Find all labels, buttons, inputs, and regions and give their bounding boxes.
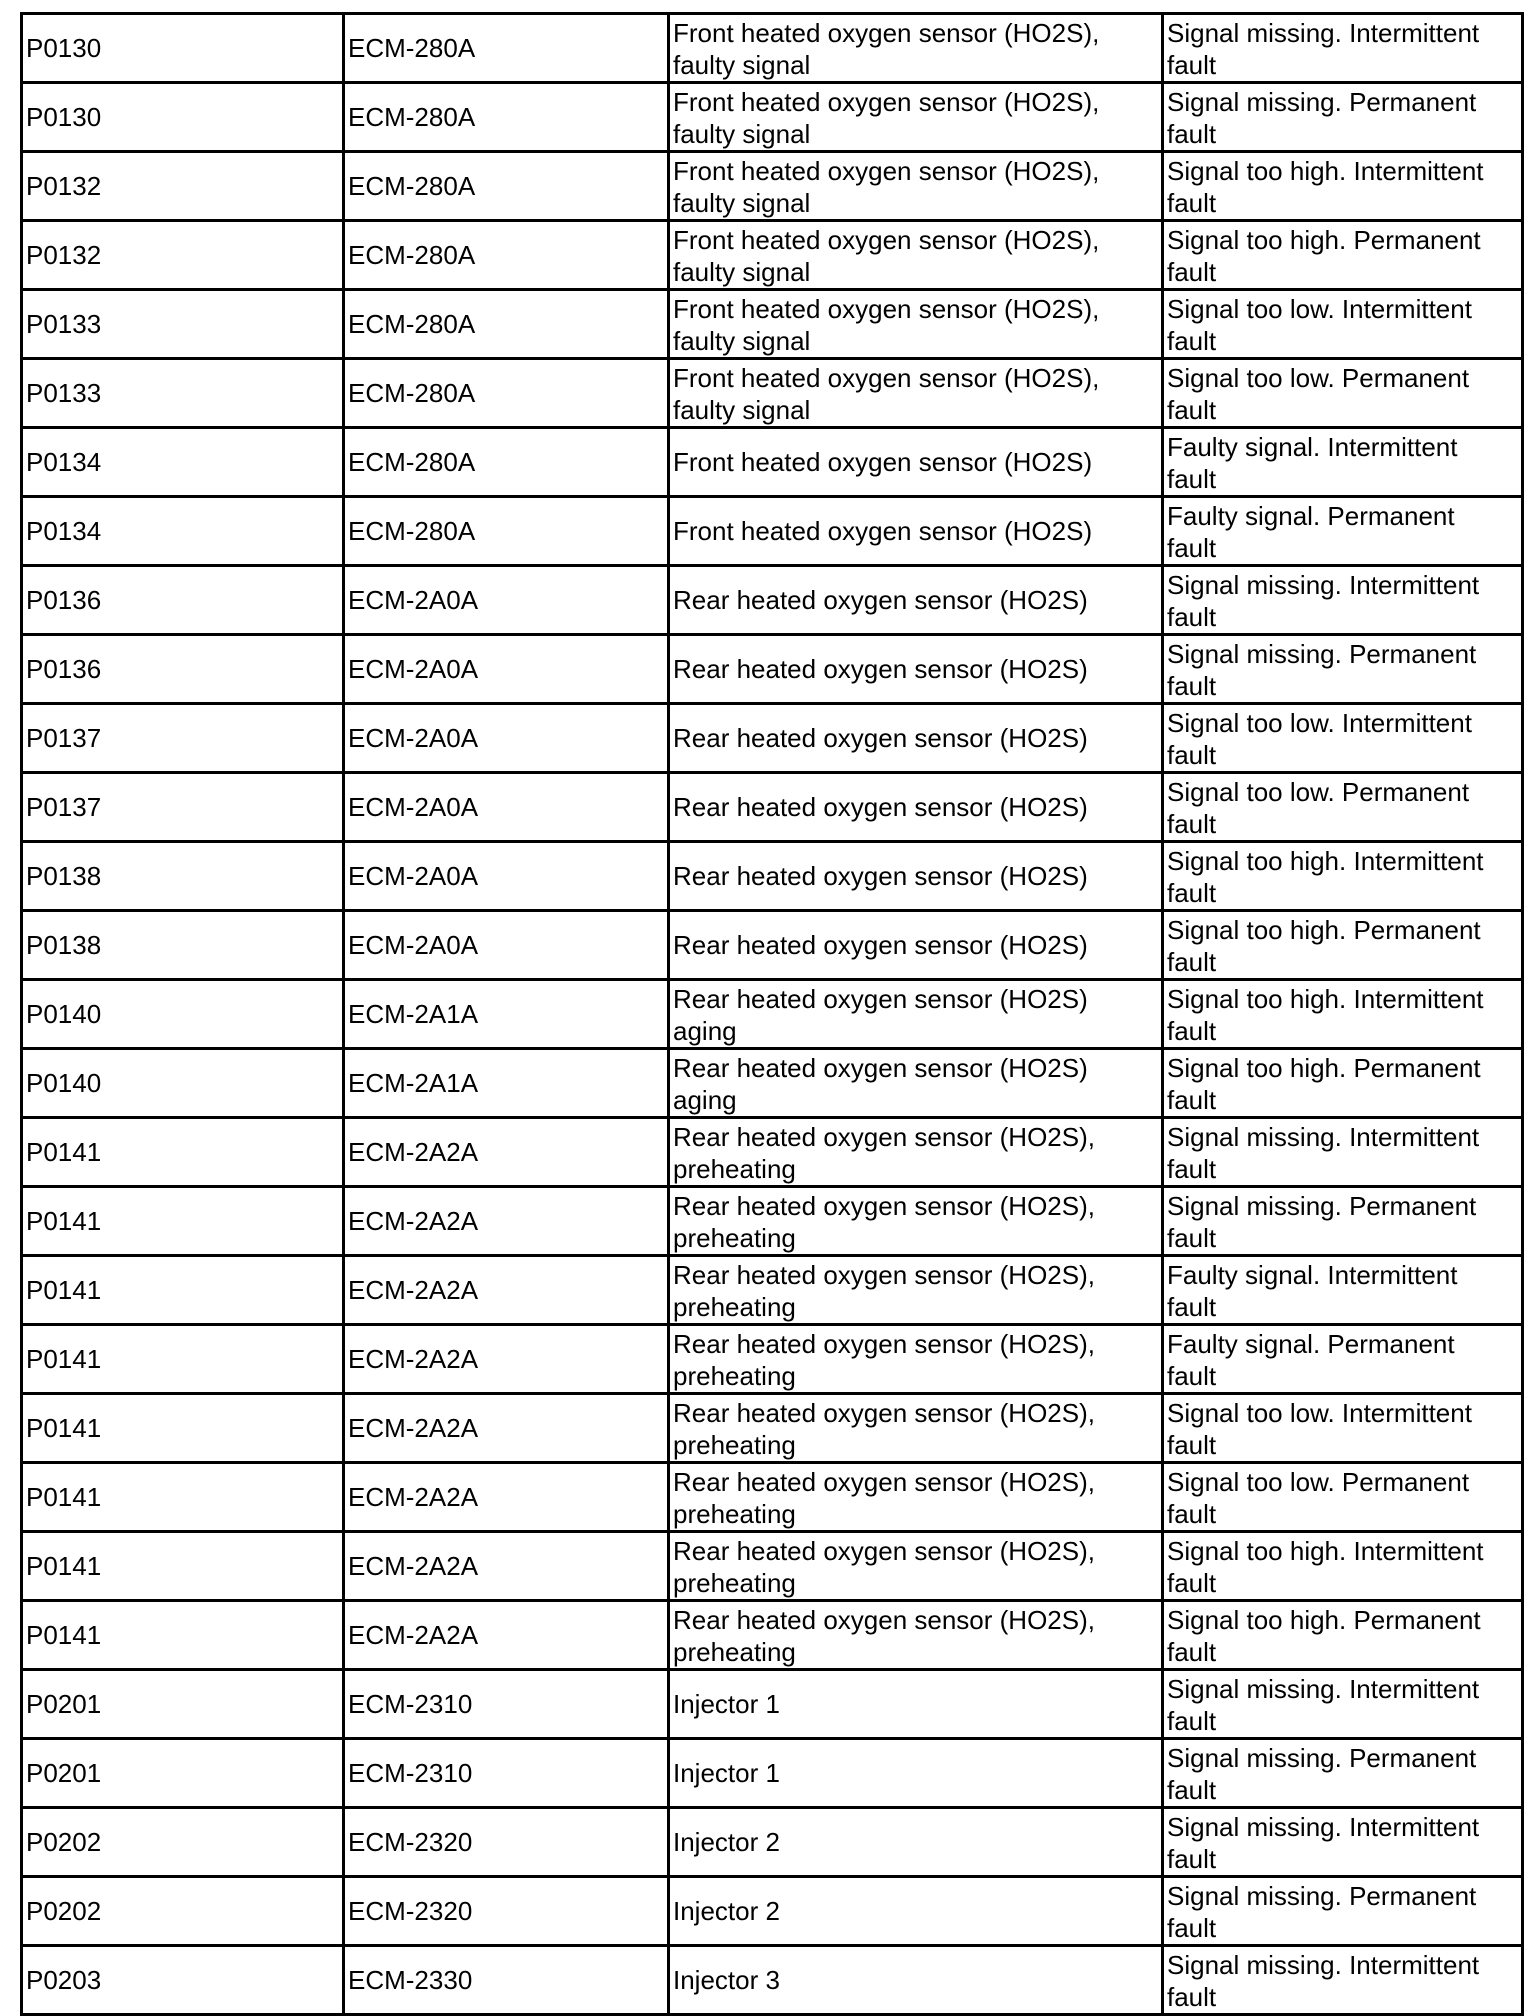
table-row (22, 290, 1523, 359)
table-row (22, 635, 1523, 704)
fault-code-cell: P0141 (22, 1118, 344, 1187)
component-description-cell (669, 1877, 1163, 1946)
component-description-cell (669, 566, 1163, 635)
description-line: faulty signal (673, 395, 811, 425)
fault-status-cell (1163, 1256, 1523, 1325)
description-line: Rear heated oxygen sensor (HO2S), (673, 1260, 1095, 1290)
fault-status-cell (1163, 428, 1523, 497)
status-line: fault (1167, 1499, 1217, 1529)
ecm-code-cell: ECM-2A2A (344, 1325, 669, 1394)
status-line: fault (1167, 1016, 1217, 1046)
table-row (22, 14, 1523, 83)
fault-status-cell (1163, 359, 1523, 428)
fault-code-cell: P0138 (22, 911, 344, 980)
fault-status-cell (1163, 221, 1523, 290)
fault-code-cell: P0141 (22, 1601, 344, 1670)
status-line: Signal too low. Permanent (1167, 363, 1470, 393)
description-line: Rear heated oxygen sensor (HO2S), (673, 1122, 1095, 1152)
fault-status-cell (1163, 1118, 1523, 1187)
status-line: Signal too high. Permanent (1167, 1053, 1481, 1083)
ecm-code-cell: ECM-2330 (344, 1946, 669, 2015)
ecm-code-cell: ECM-2A1A (344, 1049, 669, 1118)
fault-code-cell: P0130 (22, 14, 344, 83)
fault-code-cell: P0141 (22, 1256, 344, 1325)
table-row (22, 1532, 1523, 1601)
description-line: Rear heated oxygen sensor (HO2S), (673, 1467, 1095, 1497)
table-row (22, 359, 1523, 428)
status-line: Signal missing. Permanent (1167, 1881, 1477, 1911)
table-row (22, 1118, 1523, 1187)
status-line: Signal too high. Intermittent (1167, 846, 1484, 876)
status-line: fault (1167, 464, 1217, 494)
description-line: Front heated oxygen sensor (HO2S), (673, 294, 1100, 324)
fault-code-cell: P0136 (22, 635, 344, 704)
description-line: Injector 2 (673, 1827, 780, 1857)
component-description-cell (669, 1325, 1163, 1394)
fault-code-cell: P0141 (22, 1187, 344, 1256)
ecm-code-cell: ECM-280A (344, 152, 669, 221)
status-line: fault (1167, 1982, 1217, 2012)
ecm-code-cell: ECM-2A0A (344, 704, 669, 773)
fault-status-cell (1163, 1877, 1523, 1946)
status-line: fault (1167, 1913, 1217, 1943)
status-line: fault (1167, 119, 1217, 149)
fault-code-cell: P0201 (22, 1739, 344, 1808)
description-line: Rear heated oxygen sensor (HO2S) (673, 654, 1088, 684)
fault-code-cell: P0201 (22, 1670, 344, 1739)
fault-code-cell: P0141 (22, 1394, 344, 1463)
status-line: fault (1167, 809, 1217, 839)
status-line: fault (1167, 326, 1217, 356)
status-line: fault (1167, 50, 1217, 80)
fault-code-cell: P0134 (22, 428, 344, 497)
fault-code-cell: P0138 (22, 842, 344, 911)
component-description-cell (669, 152, 1163, 221)
status-line: Signal too low. Intermittent (1167, 1398, 1472, 1428)
fault-status-cell (1163, 773, 1523, 842)
ecm-code-cell: ECM-280A (344, 221, 669, 290)
status-line: Signal missing. Permanent (1167, 1743, 1477, 1773)
description-line: Front heated oxygen sensor (HO2S) (673, 516, 1093, 546)
fault-status-cell (1163, 1532, 1523, 1601)
fault-status-cell (1163, 842, 1523, 911)
table-row (22, 1601, 1523, 1670)
table-row (22, 152, 1523, 221)
description-line: Rear heated oxygen sensor (HO2S), (673, 1398, 1095, 1428)
fault-status-cell (1163, 566, 1523, 635)
description-line: preheating (673, 1361, 796, 1391)
description-line: Injector 3 (673, 1965, 780, 1995)
ecm-code-cell: ECM-2A2A (344, 1187, 669, 1256)
fault-code-cell: P0133 (22, 359, 344, 428)
ecm-code-cell: ECM-280A (344, 14, 669, 83)
fault-code-cell: P0132 (22, 152, 344, 221)
table-row (22, 1256, 1523, 1325)
status-line: Signal missing. Permanent (1167, 1191, 1477, 1221)
table-row (22, 842, 1523, 911)
component-description-cell (669, 1256, 1163, 1325)
description-line: faulty signal (673, 188, 811, 218)
description-line: aging (673, 1085, 737, 1115)
fault-code-cell: P0137 (22, 773, 344, 842)
status-line: fault (1167, 1637, 1217, 1667)
fault-code-cell: P0141 (22, 1325, 344, 1394)
description-line: Injector 1 (673, 1758, 780, 1788)
table-row (22, 1877, 1523, 1946)
component-description-cell (669, 1049, 1163, 1118)
fault-code-table-body (22, 14, 1523, 2015)
description-line: Front heated oxygen sensor (HO2S), (673, 156, 1100, 186)
ecm-code-cell: ECM-2320 (344, 1808, 669, 1877)
component-description-cell (669, 1394, 1163, 1463)
component-description-cell (669, 1670, 1163, 1739)
ecm-code-cell: ECM-2A0A (344, 635, 669, 704)
description-line: aging (673, 1016, 737, 1046)
status-line: fault (1167, 947, 1217, 977)
status-line: Signal too high. Permanent (1167, 1605, 1481, 1635)
fault-status-cell (1163, 152, 1523, 221)
status-line: Signal too low. Permanent (1167, 777, 1470, 807)
fault-status-cell (1163, 980, 1523, 1049)
ecm-code-cell: ECM-280A (344, 290, 669, 359)
table-row (22, 1463, 1523, 1532)
description-line: Front heated oxygen sensor (HO2S), (673, 18, 1100, 48)
status-line: Signal missing. Intermittent (1167, 18, 1480, 48)
description-line: Rear heated oxygen sensor (HO2S), (673, 1329, 1095, 1359)
status-line: fault (1167, 1430, 1217, 1460)
fault-status-cell (1163, 704, 1523, 773)
description-line: Rear heated oxygen sensor (HO2S) (673, 723, 1088, 753)
status-line: fault (1167, 1361, 1217, 1391)
table-row (22, 911, 1523, 980)
status-line: Signal missing. Intermittent (1167, 1122, 1480, 1152)
table-row (22, 1049, 1523, 1118)
description-line: Rear heated oxygen sensor (HO2S), (673, 1536, 1095, 1566)
ecm-code-cell: ECM-2A1A (344, 980, 669, 1049)
component-description-cell (669, 359, 1163, 428)
component-description-cell (669, 221, 1163, 290)
table-row (22, 1394, 1523, 1463)
fault-status-cell (1163, 1670, 1523, 1739)
fault-code-cell: P0137 (22, 704, 344, 773)
fault-code-cell: P0140 (22, 980, 344, 1049)
description-line: Rear heated oxygen sensor (HO2S) (673, 792, 1088, 822)
table-row (22, 566, 1523, 635)
description-line: Rear heated oxygen sensor (HO2S) (673, 1053, 1088, 1083)
ecm-code-cell: ECM-280A (344, 428, 669, 497)
component-description-cell (669, 842, 1163, 911)
status-line: Signal too low. Permanent (1167, 1467, 1470, 1497)
table-row (22, 1946, 1523, 2015)
description-line: preheating (673, 1292, 796, 1322)
ecm-code-cell: ECM-2A2A (344, 1118, 669, 1187)
status-line: Signal missing. Intermittent (1167, 570, 1480, 600)
description-line: Rear heated oxygen sensor (HO2S) (673, 861, 1088, 891)
status-line: fault (1167, 671, 1217, 701)
fault-status-cell (1163, 1946, 1523, 2015)
description-line: preheating (673, 1430, 796, 1460)
fault-code-cell: P0202 (22, 1877, 344, 1946)
component-description-cell (669, 428, 1163, 497)
fault-status-cell (1163, 290, 1523, 359)
table-row (22, 428, 1523, 497)
fault-code-cell: P0141 (22, 1532, 344, 1601)
status-line: fault (1167, 257, 1217, 287)
table-row (22, 980, 1523, 1049)
status-line: Signal too high. Intermittent (1167, 156, 1484, 186)
status-line: fault (1167, 1844, 1217, 1874)
description-line: Injector 1 (673, 1689, 780, 1719)
table-row (22, 1808, 1523, 1877)
description-line: Front heated oxygen sensor (HO2S), (673, 363, 1100, 393)
ecm-code-cell: ECM-2A0A (344, 773, 669, 842)
table-row (22, 1739, 1523, 1808)
ecm-code-cell: ECM-2A0A (344, 911, 669, 980)
status-line: Signal missing. Intermittent (1167, 1674, 1480, 1704)
fault-code-cell: P0141 (22, 1463, 344, 1532)
component-description-cell (669, 1118, 1163, 1187)
ecm-code-cell: ECM-280A (344, 359, 669, 428)
status-line: Faulty signal. Intermittent (1167, 1260, 1458, 1290)
table-row (22, 221, 1523, 290)
component-description-cell (669, 1463, 1163, 1532)
description-line: faulty signal (673, 326, 811, 356)
fault-code-cell: P0136 (22, 566, 344, 635)
component-description-cell (669, 1187, 1163, 1256)
table-row (22, 1187, 1523, 1256)
status-line: Signal missing. Permanent (1167, 639, 1477, 669)
ecm-code-cell: ECM-2A2A (344, 1601, 669, 1670)
fault-status-cell (1163, 1187, 1523, 1256)
ecm-code-cell: ECM-2A2A (344, 1463, 669, 1532)
description-line: Rear heated oxygen sensor (HO2S) (673, 984, 1088, 1014)
status-line: Signal missing. Intermittent (1167, 1950, 1480, 1980)
component-description-cell (669, 635, 1163, 704)
status-line: fault (1167, 1085, 1217, 1115)
table-row (22, 704, 1523, 773)
fault-status-cell (1163, 1049, 1523, 1118)
description-line: preheating (673, 1637, 796, 1667)
status-line: Signal too low. Intermittent (1167, 294, 1472, 324)
table-row (22, 773, 1523, 842)
fault-status-cell (1163, 1601, 1523, 1670)
ecm-code-cell: ECM-2A2A (344, 1394, 669, 1463)
fault-code-cell: P0130 (22, 83, 344, 152)
status-line: fault (1167, 395, 1217, 425)
table-row (22, 1670, 1523, 1739)
status-line: fault (1167, 878, 1217, 908)
ecm-code-cell: ECM-2310 (344, 1739, 669, 1808)
ecm-code-cell: ECM-2320 (344, 1877, 669, 1946)
fault-status-cell (1163, 83, 1523, 152)
status-line: Signal too high. Intermittent (1167, 984, 1484, 1014)
component-description-cell (669, 1946, 1163, 2015)
description-line: preheating (673, 1568, 796, 1598)
component-description-cell (669, 773, 1163, 842)
component-description-cell (669, 1601, 1163, 1670)
fault-status-cell (1163, 911, 1523, 980)
status-line: Signal too low. Intermittent (1167, 708, 1472, 738)
fault-code-cell: P0134 (22, 497, 344, 566)
status-line: Signal missing. Intermittent (1167, 1812, 1480, 1842)
status-line: fault (1167, 1775, 1217, 1805)
fault-code-cell: P0133 (22, 290, 344, 359)
status-line: Signal too high. Intermittent (1167, 1536, 1484, 1566)
status-line: fault (1167, 1706, 1217, 1736)
fault-code-table (20, 12, 1524, 2016)
status-line: fault (1167, 1154, 1217, 1184)
ecm-code-cell: ECM-280A (344, 497, 669, 566)
ecm-code-cell: ECM-2310 (344, 1670, 669, 1739)
status-line: Faulty signal. Intermittent (1167, 432, 1458, 462)
status-line: fault (1167, 1223, 1217, 1253)
status-line: fault (1167, 602, 1217, 632)
status-line: fault (1167, 740, 1217, 770)
description-line: faulty signal (673, 50, 811, 80)
status-line: fault (1167, 188, 1217, 218)
ecm-code-cell: ECM-2A0A (344, 566, 669, 635)
description-line: preheating (673, 1499, 796, 1529)
ecm-code-cell: ECM-2A2A (344, 1532, 669, 1601)
status-line: fault (1167, 533, 1217, 563)
component-description-cell (669, 980, 1163, 1049)
fault-code-cell: P0140 (22, 1049, 344, 1118)
component-description-cell (669, 1808, 1163, 1877)
component-description-cell (669, 290, 1163, 359)
description-line: faulty signal (673, 257, 811, 287)
fault-status-cell (1163, 1325, 1523, 1394)
table-row (22, 497, 1523, 566)
description-line: faulty signal (673, 119, 811, 149)
description-line: Front heated oxygen sensor (HO2S), (673, 87, 1100, 117)
status-line: fault (1167, 1568, 1217, 1598)
component-description-cell (669, 1532, 1163, 1601)
table-row (22, 83, 1523, 152)
fault-code-cell: P0132 (22, 221, 344, 290)
component-description-cell (669, 911, 1163, 980)
fault-status-cell (1163, 14, 1523, 83)
ecm-code-cell: ECM-2A2A (344, 1256, 669, 1325)
status-line: Signal missing. Permanent (1167, 87, 1477, 117)
description-line: Front heated oxygen sensor (HO2S) (673, 447, 1093, 477)
fault-status-cell (1163, 1463, 1523, 1532)
fault-status-cell (1163, 497, 1523, 566)
component-description-cell (669, 1739, 1163, 1808)
description-line: Rear heated oxygen sensor (HO2S) (673, 585, 1088, 615)
description-line: preheating (673, 1223, 796, 1253)
status-line: Signal too high. Permanent (1167, 915, 1481, 945)
component-description-cell (669, 704, 1163, 773)
ecm-code-cell: ECM-280A (344, 83, 669, 152)
ecm-code-cell: ECM-2A0A (344, 842, 669, 911)
description-line: Rear heated oxygen sensor (HO2S), (673, 1191, 1095, 1221)
status-line: fault (1167, 1292, 1217, 1322)
fault-status-cell (1163, 1394, 1523, 1463)
fault-status-cell (1163, 635, 1523, 704)
component-description-cell (669, 83, 1163, 152)
fault-code-cell: P0202 (22, 1808, 344, 1877)
description-line: preheating (673, 1154, 796, 1184)
description-line: Injector 2 (673, 1896, 780, 1926)
component-description-cell (669, 497, 1163, 566)
description-line: Rear heated oxygen sensor (HO2S), (673, 1605, 1095, 1635)
description-line: Front heated oxygen sensor (HO2S), (673, 225, 1100, 255)
status-line: Faulty signal. Permanent (1167, 1329, 1455, 1359)
status-line: Faulty signal. Permanent (1167, 501, 1455, 531)
table-row (22, 1325, 1523, 1394)
description-line: Rear heated oxygen sensor (HO2S) (673, 930, 1088, 960)
fault-status-cell (1163, 1739, 1523, 1808)
fault-code-cell: P0203 (22, 1946, 344, 2015)
fault-status-cell (1163, 1808, 1523, 1877)
component-description-cell (669, 14, 1163, 83)
status-line: Signal too high. Permanent (1167, 225, 1481, 255)
